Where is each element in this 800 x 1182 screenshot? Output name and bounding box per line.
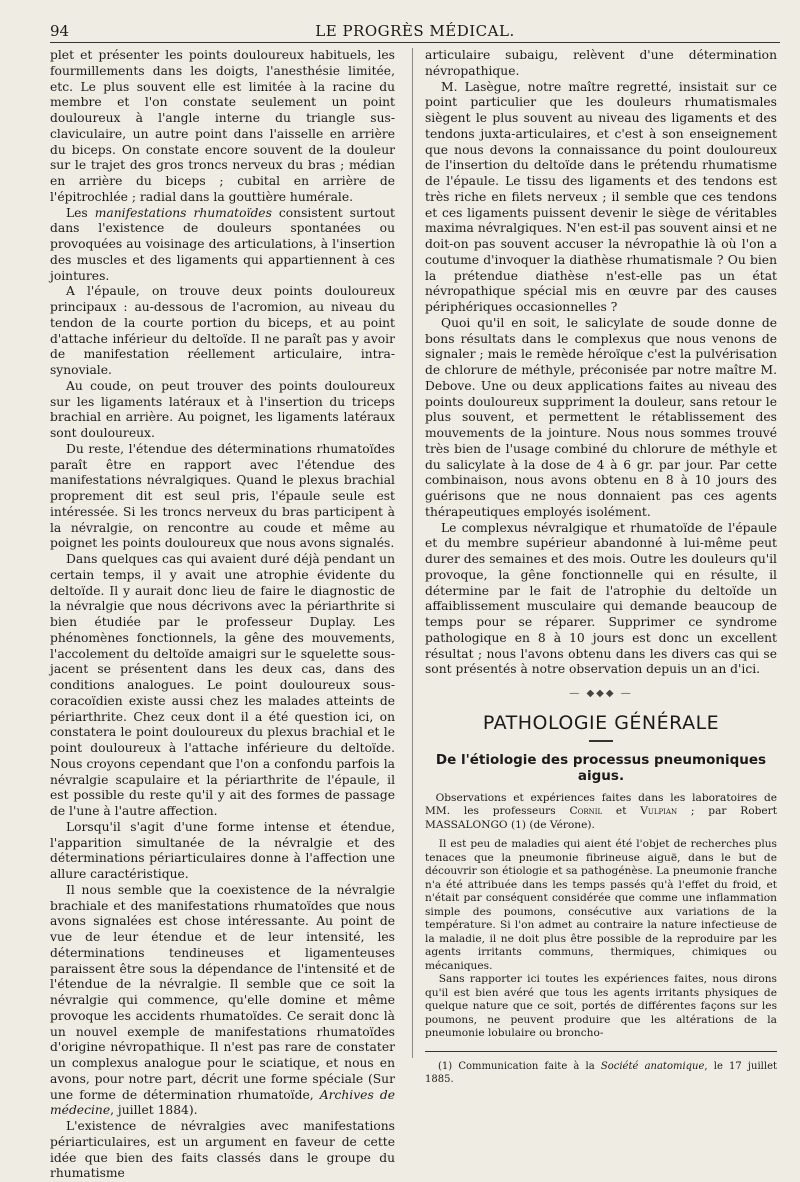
page-header [50,20,780,43]
byline: Observations et expériences faites dans les laboratoires de MM. les professeurs Cornil et Vulpian ; par Robert MASSALONGO (1) (de Vérone). [425,791,778,831]
footnote: (1) Communication faite à la Société anatomique, le 17 juillet 1885. [425,1060,778,1085]
ornament-divider: — ◆◆◆ — [569,688,633,699]
paragraph: Le complexus névralgique et rhumatoïde de l'épaule et du membre supérieur abandonné à lui-même peut durer des semaines et des mois. Outre les douleurs qu'il provoque, la gêne fonctionnelle qui en résulte, il détermine par le fait de l'atrophie du deltoïde un affaiblissement musculaire qui demande beaucoup de temps pour se réparer. Supprimer ce syndrome pathologique en 8 à 10 jours est donc un excellent résultat ; nous l'avons obtenu dans les divers cas qui se sont présentés à notre observation depuis un an d'ici. [425,520,777,677]
paragraph: Sans rapporter ici toutes les expériences faites, nous dirons qu'il est bien avéré que tous les agents irritants physiques de quelque nature que ce soit, portés de différentes façons sur les poumons, ne peuvent produire que les altérations de la pneumonie lobulaire ou broncho- [425,973,777,1040]
paragraph: Quoi qu'il en soit, le salicylate de soude donne de bons résultats dans le complexus que nous venons de signaler ; mais le remède héroïque c'est la pulvérisation de chlorure de méthyle, préconisée par notre maître M. Debove. Une ou deux applications faites au niveau des points douloureux suppriment la douleur, sans retour le plus souvent, et permettent le rétablissement des mouvements de la jointure. Nous nous sommes trouvé très bien de l'usage combiné du chlorure de méthyle et du salicylate à la dose de 4 à 6 gr. par jour. Par cette combinaison, nous avons obtenu en 8 à 10 jours des guérisons que ne nous donnaient pas ces agents thérapeutiques employés isolément. [425,315,777,519]
paragraph: L'existence de névralgies avec manifestations périarticulaires, est un argument en faveur de cette idée que bien des faits classés dans le groupe du rhumatisme [50,1119,395,1181]
paragraph: Dans quelques cas qui avaient duré déjà pendant un certain temps, il y avait une atrophie évidente du deltoïde. Il y aurait donc lieu de faire le diagnostic de la névralgie que nous décrivons avec la périarthrite si bien étudiée par le professeur Duplay. Les phénomènes fonctionnels, la gêne des mouvements, l'accolement du deltoïde amaigri sur le squelette sous-jacent se présentent dans les deux cas, dans des conditions analogues. Le point douloureux sous-coracoïdien existe aussi chez les malades atteints de périarthrite. Chez ceux dont il a été question ici, on constatera le point douloureux du plexus brachial et le point douloureux à l'attache inférieure du deltoïde. Nous croyons cependant que l'on a confondu parfois la névralgie scapulaire et la périarthrite de l'épaule, il est possible du reste qu'il y ait des formes de passage de l'une à l'autre affection. [50,552,395,818]
title-rule [589,740,613,742]
right-column [425,48,777,1108]
paragraph: A l'épaule, on trouve deux points douloureux principaux : au-dessous de l'acromion, au niveau du tendon de la courte portion du biceps, et au point d'attache inférieur du deltoïde. Il ne paraît pas y avoir de manifestation réellement articulaire, intra-synoviale. [50,284,395,377]
paragraph: articulaire subaigu, relèvent d'une détermination névropathique. [425,48,777,78]
page-number: 94 [50,22,70,40]
paragraph: Au coude, on peut trouver des points douloureux sur les ligaments latéraux et à l'insertion du triceps brachial en arrière. Au poignet, les ligaments latéraux sont douloureux. [50,378,395,440]
paragraph: Il est peu de maladies qui aient été l'objet de recherches plus tenaces que la pneumonie fibrineuse aiguë, dans le but de découvrir son étiologie et sa pathogénèse. La pneumonie franche n'a été attribuée dans les temps passés qu'à l'effet du froid, et n'était par conséquent considérée que comme une inflammation simple des poumons, consécutive aux variations de la température. Si l'on admet au contraire la nature infectieuse de la maladie, il ne doit plus être possible de la reproduire par les agents irritants communs, thermiques, chimiques ou mécaniques. [425,838,777,972]
section-title: PATHOLOGIE GÉNÉRALE [482,711,720,734]
footnote-rule [425,1051,777,1052]
journal-title: LE PROGRÈS MÉDICAL. [315,22,515,40]
paragraph: Du reste, l'étendue des déterminations rhumatoïdes paraît être en rapport avec l'étendue des manifestations névralgiques. Quand le plexus brachial proprement dit est seul pris, l'épaule seule est intéressée. Si les troncs nerveux du bras participent à la névralgie, on rencontre au coude et même au poignet les points douloureux que nous avons signalés. [50,441,395,551]
column-divider [412,48,413,1058]
paragraph: Les manifestations rhumatoïdes consistent surtout dans l'existence de douleurs spontanées ou provoquées au voisinage des articulations, à l'insertion des muscles et des ligaments qui appartiennent à ces jointures. [50,205,395,283]
paragraph: Il nous semble que la coexistence de la névralgie brachiale et des manifestations rhumatoïdes que nous avons signalées est chose intéressante. Au point de vue de leur étendue et de leur intensité, les déterminations tendineuses et ligamenteuses paraissent être sous la dépendance de l'intensité et de l'étendue de la névralgie. Il semble que ce soit la névralgie qui commence, qu'elle domine et même provoque les accidents rhumatoïdes. Ce serait donc là un nouvel exemple de manifestations rhumatoïdes d'origine névropathique. Il n'est pas rare de constater un complexus analogue pour le sciatique, et nous en avons, pour notre part, décrit une forme spéciale (Sur une forme de détermination rhumatoïde, Archives de médecine, juillet 1884). [50,882,395,1118]
paragraph: Lorsqu'il s'agit d'une forme intense et étendue, l'apparition simultanée de la névralgie et des déterminations périarticulaires donne à l'affection une allure caractéristique. [50,819,395,881]
paragraph: M. Lasègue, notre maître regretté, insistait sur ce point particulier que les douleurs rhumatismales siègent le plus souvent au niveau des ligaments et des tendons juxta-articulaires, et c'est à son enseignement que nous devons la connaissance du point douloureux de l'insertion du deltoïde dans le prétendu rhumatisme de l'épaule. Le tissu des ligaments et des tendons est très riche en filets nerveux ; il semble que ces tendons et ces ligaments puissent devenir le siège de véritables maxima névralgiques. N'en est-il pas souvent ainsi et ne doit-on pas souvent accuser la névropathie là où l'on a coutume d'invoquer la diathèse rhumatismale ? Ou bien la prétendue diathèse n'est-elle pas un état névropathique spécial mis en œuvre par des causes périphériques occasionnelles ? [425,79,777,314]
paragraph: plet et présenter les points douloureux habituels, les fourmillements dans les doigts, l'anesthésie limitée, etc. Le plus souvent elle est limitée à la racine du membre et l'on constate seulement un point douloureux à l'angle interne du triangle sus-claviculaire, un autre point dans l'aisselle en arrière du biceps. On constate encore souvent de la douleur sur le trajet des gros troncs nerveux du bras ; médian en arrière du biceps ; cubital en arrière de l'épitrochlée ; radial dans la gouttière humérale. [50,48,395,204]
left-column [50,48,395,1181]
article-title: De l'étiologie des processus pneumoniques aigus. [435,751,767,784]
